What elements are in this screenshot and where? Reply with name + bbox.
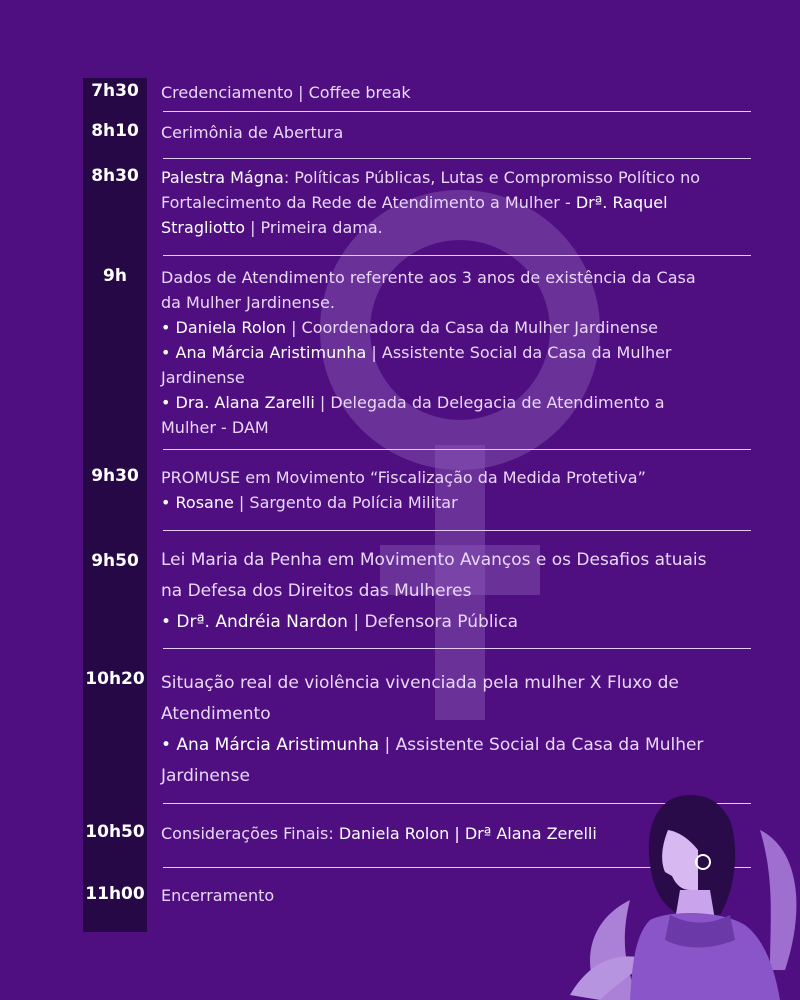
speaker-name: • Drª. Andréia Nardon [161, 612, 348, 632]
description-line [161, 165, 751, 190]
divider [163, 255, 751, 256]
description-text: | Primeira dama. [244, 218, 383, 237]
schedule-description [161, 545, 751, 638]
description-text: Dados de Atendimento referente aos 3 anos de existência da Casa [161, 268, 696, 287]
description-line [161, 265, 751, 290]
description-text: Jardinense [161, 766, 250, 786]
description-line [161, 761, 751, 792]
description-text: Fortalecimento da Rede de Atendimento a Mulher - [161, 193, 576, 212]
speaker-name: Daniela Rolon | Drª Alana Zerelli [338, 824, 597, 843]
description-text: | Sargento da Polícia Militar [233, 493, 458, 512]
description-line [161, 390, 751, 415]
description-line [161, 215, 751, 240]
divider [163, 530, 751, 531]
description-line [161, 415, 751, 440]
divider [163, 648, 751, 649]
description-line [161, 699, 751, 730]
description-text: | Coordenadora da Casa da Mulher Jardinense [285, 318, 659, 337]
schedule-time: 7h30 [91, 81, 139, 101]
schedule-description [161, 465, 751, 515]
speaker-name: • Dra. Alana Zarelli [161, 393, 315, 412]
schedule-time: 9h50 [91, 551, 139, 571]
schedule-time: 8h30 [91, 166, 139, 186]
time-column [83, 78, 147, 932]
description-text: : Políticas Públicas, Lutas e Compromisso Político no [283, 168, 701, 187]
schedule-time: 10h50 [85, 822, 145, 842]
speaker-name: Drª. Raquel [575, 193, 668, 212]
schedule-time: 8h10 [91, 121, 139, 141]
schedule-description [161, 668, 751, 792]
description-text: Atendimento [161, 704, 271, 724]
description-text: na Defesa dos Direitos das Mulheres [161, 581, 472, 601]
description-text: Considerações Finais: [161, 824, 339, 843]
description-line [161, 340, 751, 365]
description-line [161, 290, 751, 315]
description-text: Jardinense [161, 368, 245, 387]
description-line [161, 120, 751, 145]
schedule-time: 10h20 [85, 669, 145, 689]
description-text: | Defensora Pública [347, 612, 519, 632]
female-symbol-icon [300, 180, 620, 740]
divider [163, 111, 751, 112]
woman-illustration-icon [570, 790, 800, 1000]
speaker-name: • Rosane [161, 493, 234, 512]
description-line [161, 490, 751, 515]
description-line [161, 607, 751, 638]
schedule-time: 9h30 [91, 466, 139, 486]
description-line [161, 730, 751, 761]
description-text: Credenciamento | Coffee break [161, 83, 411, 102]
description-text: PROMUSE em Movimento “Fiscalização da Medida Protetiva” [161, 468, 646, 487]
description-line [161, 365, 751, 390]
schedule-time: 11h00 [85, 884, 145, 904]
speaker-name: • Ana Márcia Aristimunha [161, 735, 380, 755]
schedule-description [161, 80, 751, 105]
speaker-name: Palestra Mágna [161, 168, 284, 187]
description-line [161, 190, 751, 215]
description-line [161, 545, 751, 576]
divider [163, 449, 751, 450]
description-text: | Assistente Social da Casa da Mulher [379, 735, 704, 755]
description-line [161, 465, 751, 490]
speaker-name: Stragliotto [161, 218, 245, 237]
description-text: Cerimônia de Abertura [161, 123, 344, 142]
speaker-name: • Ana Márcia Aristimunha [161, 343, 367, 362]
description-line [161, 668, 751, 699]
description-text: Mulher - DAM [161, 418, 269, 437]
description-text: | Assistente Social da Casa da Mulher [366, 343, 672, 362]
schedule-description [161, 120, 751, 145]
description-line [161, 315, 751, 340]
divider [163, 158, 751, 159]
description-line [161, 576, 751, 607]
description-text: | Delegada da Delegacia de Atendimento a [314, 393, 665, 412]
schedule-description [161, 165, 751, 240]
speaker-name: • Daniela Rolon [161, 318, 286, 337]
schedule-description [161, 265, 751, 440]
description-text: Situação real de violência vivenciada pela mulher X Fluxo de [161, 673, 679, 693]
description-text: Encerramento [161, 886, 275, 905]
description-text: da Mulher Jardinense. [161, 293, 335, 312]
description-line [161, 80, 751, 105]
description-text: Lei Maria da Penha em Movimento Avanços e os Desafios atuais [161, 550, 707, 570]
schedule-time: 9h [103, 266, 127, 286]
